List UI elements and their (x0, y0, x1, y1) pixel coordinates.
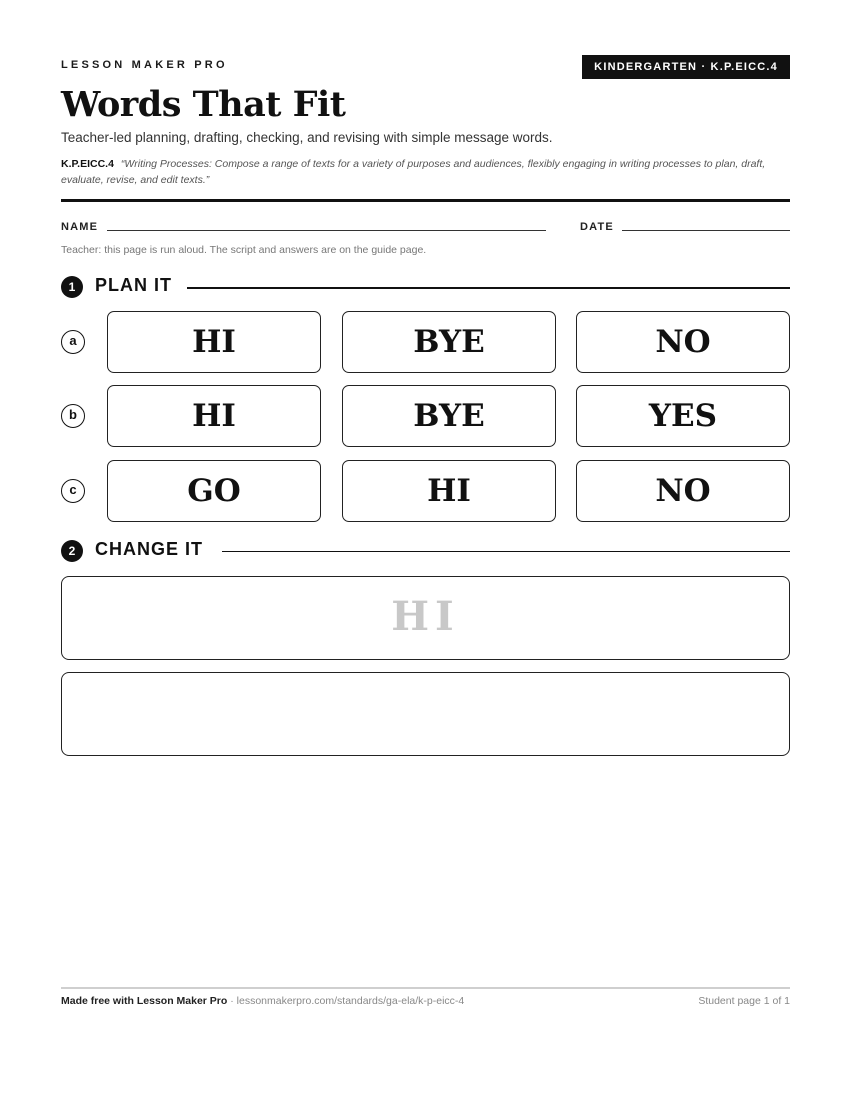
standard-text: “Writing Processes: Compose a range of texts for a variety of purposes and audiences, flexibly engaging in writing processes to plan, draft, evaluate, revise, and edit texts.” (61, 158, 766, 186)
word-card[interactable]: BYE (342, 311, 556, 373)
section-2-number: 2 (61, 540, 83, 562)
date-write-line[interactable] (622, 230, 790, 231)
word-card[interactable]: GO (107, 460, 321, 522)
name-label: NAME (61, 221, 99, 233)
row-letter-c: c (61, 479, 85, 503)
page-title: Words That Fit (61, 84, 346, 125)
word-card[interactable]: NO (576, 460, 790, 522)
page-subtitle: Teacher-led planning, drafting, checking, and revising with simple message words. (61, 130, 553, 145)
section-1-rule (187, 287, 790, 289)
write-word-box[interactable] (61, 672, 790, 756)
top-bar (61, 55, 790, 79)
word-card[interactable]: NO (576, 311, 790, 373)
footer-divider (61, 987, 790, 989)
section-1-title: PLAN IT (95, 275, 172, 295)
word-card[interactable]: HI (342, 460, 556, 522)
worksheet-page (61, 0, 790, 1100)
header-divider (61, 199, 790, 202)
brand-name: LESSON MAKER PRO (61, 59, 228, 71)
footer-credit (61, 995, 464, 1007)
section-2-rule (222, 551, 790, 552)
grade-standard-badge: KINDERGARTEN · K.P.EICC.4 (582, 55, 790, 79)
trace-word-box[interactable] (61, 576, 790, 660)
name-write-line[interactable] (107, 230, 546, 231)
word-card[interactable]: HI (107, 311, 321, 373)
standard-description (61, 156, 790, 188)
word-card[interactable]: HI (107, 385, 321, 447)
footer-page-number: Student page 1 of 1 (698, 995, 790, 1007)
footer-brand: Made free with Lesson Maker Pro (61, 995, 228, 1007)
date-label: DATE (580, 221, 614, 233)
section-1-number: 1 (61, 276, 83, 298)
word-card[interactable]: BYE (342, 385, 556, 447)
footer-url[interactable]: lessonmakerpro.com/standards/ga-ela/k-p-eicc-4 (236, 995, 465, 1007)
footer-separator: · (227, 995, 237, 1007)
word-card[interactable]: YES (576, 385, 790, 447)
row-letter-a: a (61, 330, 85, 354)
section-2-title: CHANGE IT (95, 539, 203, 559)
trace-word: HI (391, 593, 460, 640)
teacher-note: Teacher: this page is run aloud. The script and answers are on the guide page. (61, 244, 427, 256)
standard-code: K.P.EICC.4 (61, 158, 114, 170)
row-letter-b: b (61, 404, 85, 428)
